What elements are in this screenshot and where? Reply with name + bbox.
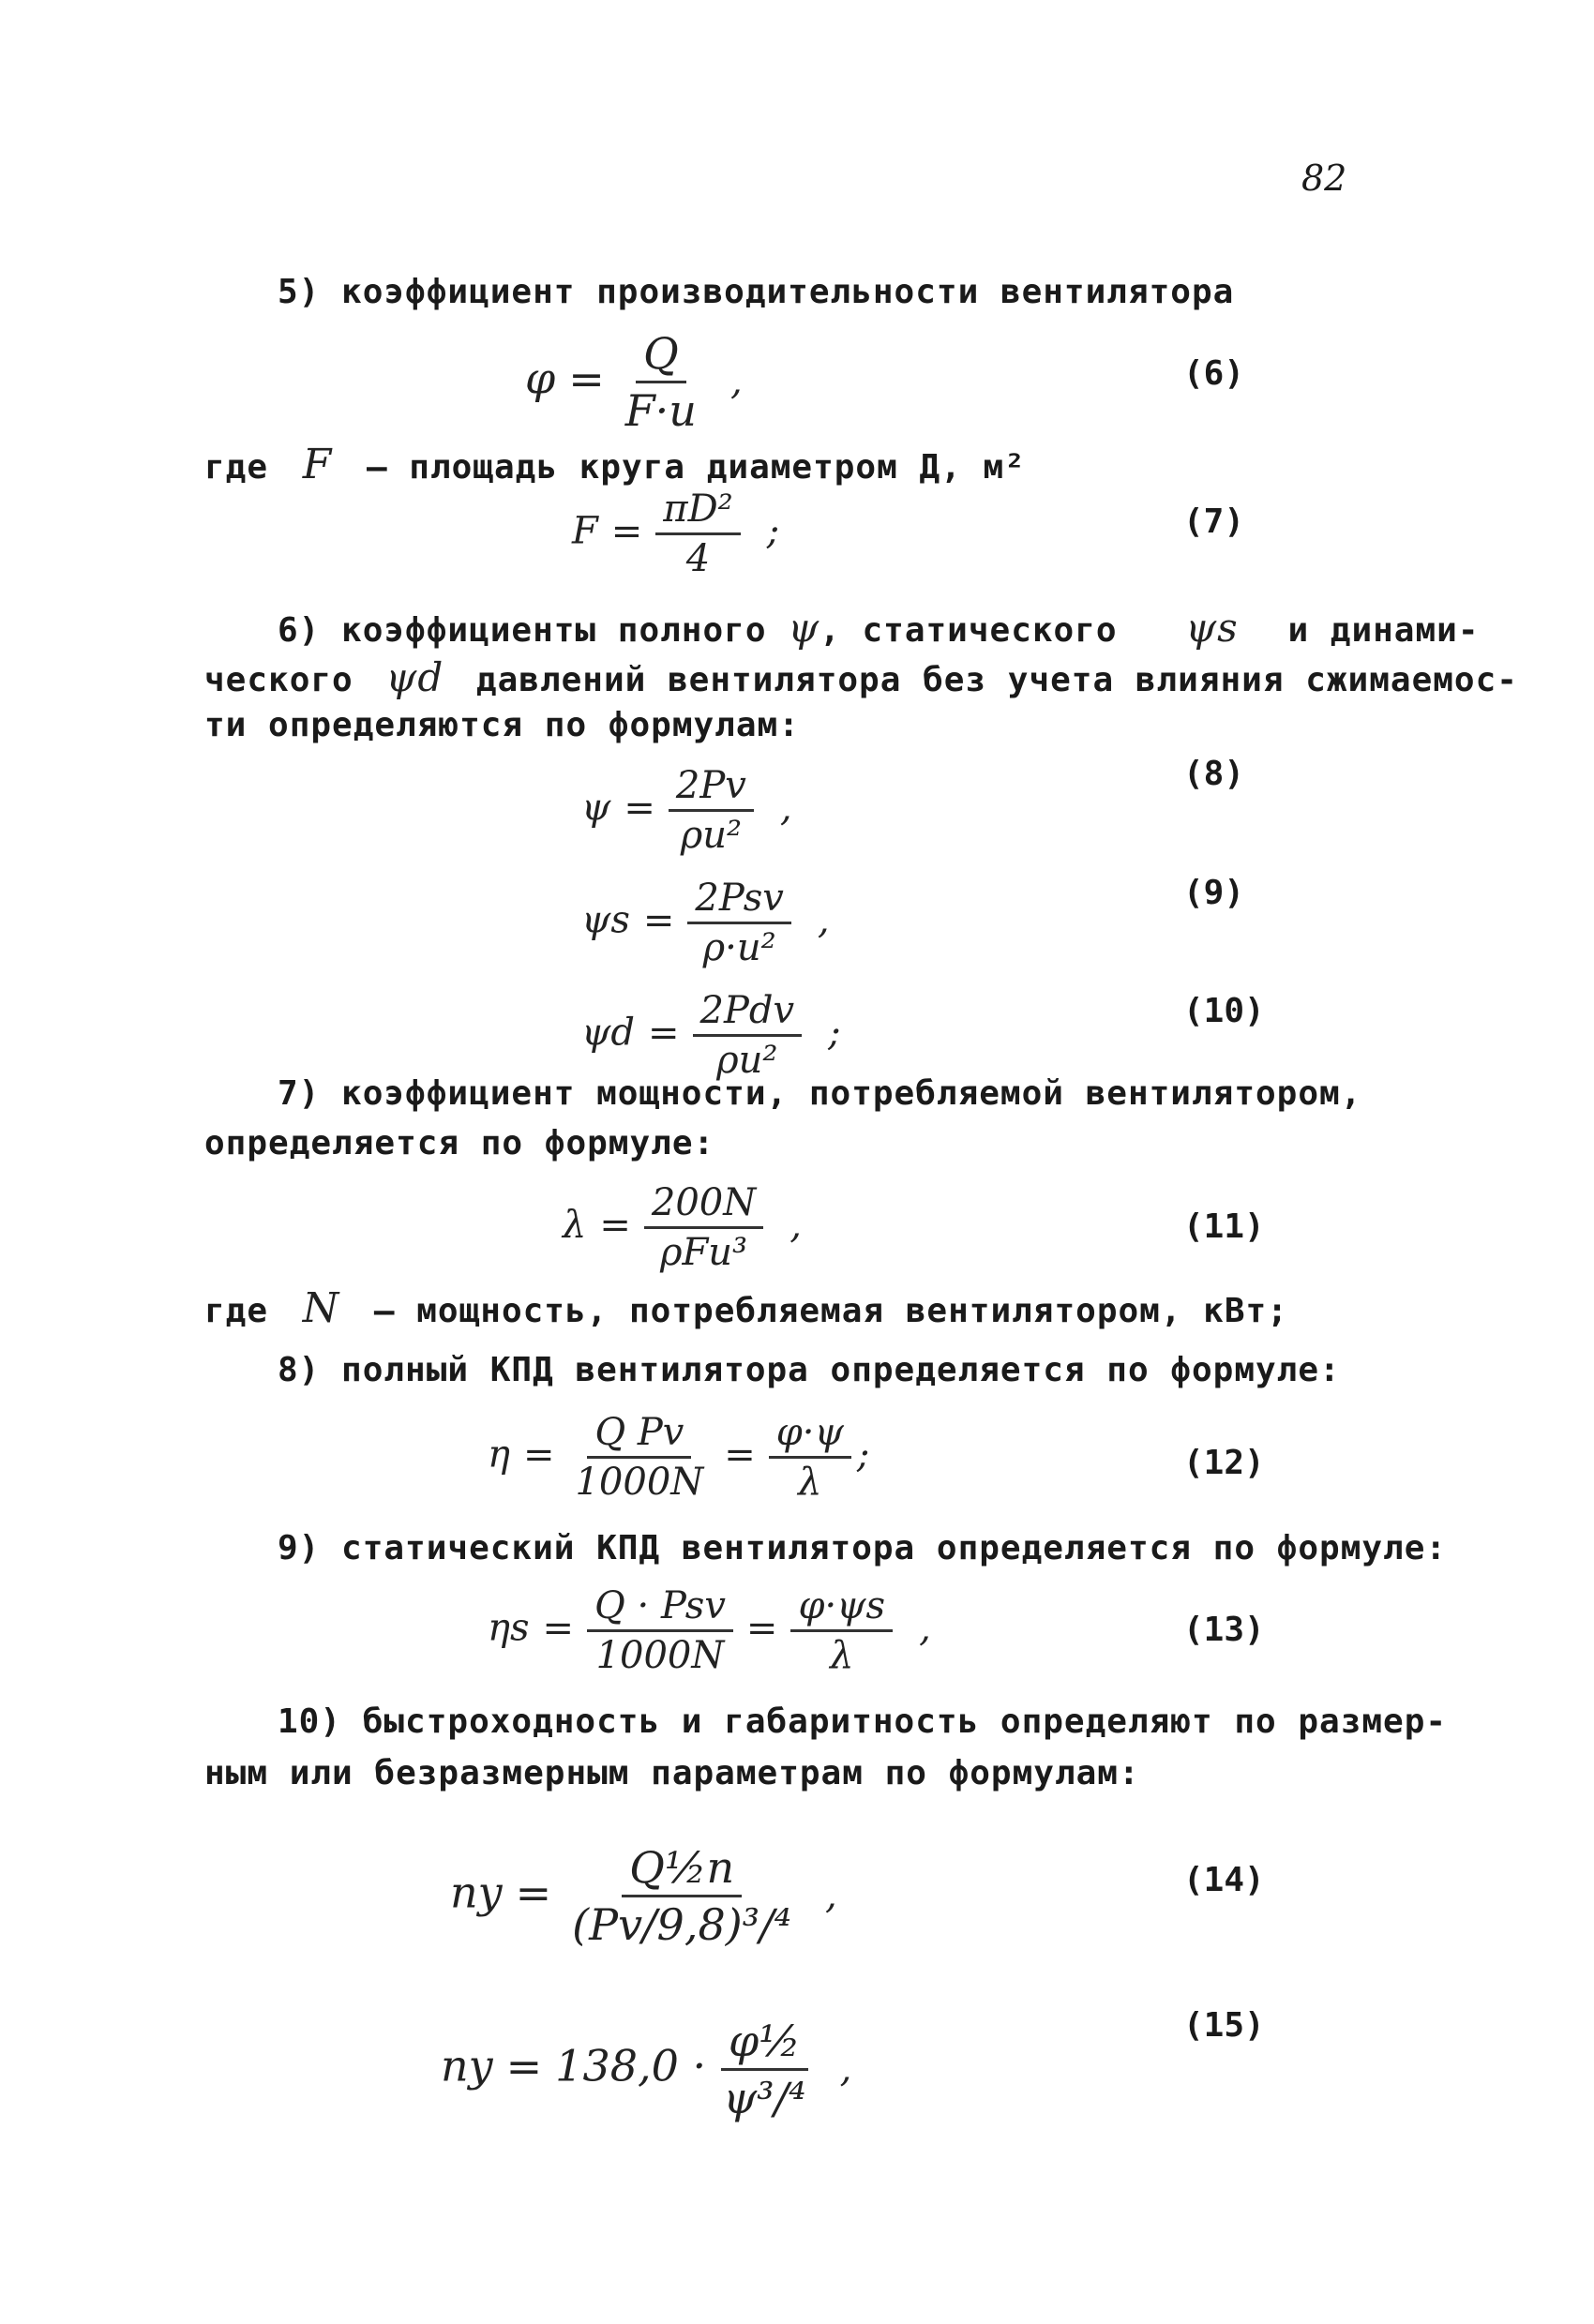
- formula-14-num: Q½n: [622, 1842, 742, 1897]
- formula-15: ny = 138,0 · $\frac{\text{φ½}}{\text{ψ³/⁴}}$ ,: [441, 2016, 852, 2123]
- formula-10-fraction: [693, 989, 803, 1082]
- item-7-line-2: определяется по формуле:: [204, 1124, 715, 1162]
- formula-11-lhs: λ: [563, 1203, 587, 1247]
- formula-13-fraction-1: [587, 1584, 733, 1677]
- formula-15-coef: 138,0 ·: [555, 2040, 707, 2092]
- where-f-symbol: F: [302, 441, 333, 488]
- formula-8-den: ρu²: [680, 814, 743, 857]
- eq-number-9: (9): [1183, 874, 1245, 912]
- formula-14-punct: ,: [825, 1873, 837, 1917]
- formula-13-lhs: ηs: [488, 1606, 530, 1650]
- formula-6: φ = $\frac{Q}{F\cdot u}$ ,: [525, 328, 743, 436]
- eq-number-10: (10): [1183, 992, 1265, 1030]
- formula-6-lhs: φ: [525, 352, 556, 404]
- formula-9-punct: ,: [817, 898, 830, 942]
- formula-11-punct: ,: [789, 1203, 802, 1247]
- formula-10: ψd = $\frac{\text{2Pdv}}{\text{ρu²}}$ ;: [581, 989, 841, 1082]
- formula-7-num: πD²: [655, 487, 740, 535]
- item-6-text-d: ческого: [204, 661, 353, 699]
- formula-13-punct: ,: [919, 1606, 931, 1650]
- formula-15-den: ψ³/⁴: [723, 2073, 806, 2123]
- formula-11-fraction: [644, 1181, 763, 1274]
- where-f-pre: где: [204, 448, 269, 487]
- eq-number-12: (12): [1183, 1444, 1265, 1482]
- formula-9: ψs = $\frac{\text{2Psv}}{\text{ρ·u²}}$ ,: [581, 877, 830, 969]
- formula-14-den: (Pv/9,8)³/⁴: [572, 1899, 792, 1950]
- formula-7-fraction: [655, 487, 740, 580]
- formula-13-num-2: φ·ψs: [790, 1584, 893, 1632]
- eq-number-8: (8): [1183, 755, 1245, 793]
- page-number: 82: [1301, 157, 1347, 199]
- formula-12-num-2: φ·ψ: [769, 1411, 851, 1459]
- eq-number-13: (13): [1183, 1611, 1265, 1649]
- formula-8-punct: ,: [779, 786, 792, 830]
- item-7-line-1: 7) коэффициент мощности, потребляемой вентилятором,: [278, 1074, 1362, 1113]
- eq-number-15: (15): [1183, 2006, 1265, 2045]
- formula-9-num: 2Psv: [687, 877, 790, 924]
- formula-13-num-1: Q · Psv: [587, 1584, 733, 1632]
- formula-6-punct: ,: [729, 359, 743, 403]
- eq-number-7: (7): [1183, 502, 1245, 541]
- formula-12-den-2: λ: [798, 1461, 822, 1504]
- item-6-text-a: 6) коэффициенты полного: [278, 611, 767, 650]
- eq-number-11: (11): [1183, 1207, 1265, 1246]
- where-n-line: [204, 1284, 1288, 1334]
- formula-13-den-2: λ: [830, 1634, 854, 1677]
- formula-6-fraction: [618, 328, 704, 436]
- item-6-line-1: [278, 605, 1480, 652]
- formula-12-den-1: 1000N: [575, 1461, 704, 1504]
- formula-8-lhs: ψ: [581, 786, 611, 830]
- item-6-text-b: , статического: [820, 611, 1118, 650]
- psi-s-symbol: ψs: [1185, 605, 1239, 651]
- item-6-text-c: и динами-: [1287, 611, 1480, 650]
- psi-symbol: ψ: [788, 605, 820, 651]
- formula-13: ηs = $\frac{\text{Q · Psv}}{1000N}$ = $\frac{\varphi\cdot\psi s}{\lambda}$ ,: [488, 1584, 931, 1677]
- formula-9-den: ρ·u²: [702, 926, 776, 969]
- formula-12-fraction-2: [769, 1411, 851, 1504]
- formula-12-num-1: Q Pv: [587, 1411, 691, 1459]
- formula-11-num: 200N: [644, 1181, 763, 1229]
- item-10-line-1: 10) быстроходность и габаритность определяют по размер-: [278, 1702, 1448, 1741]
- formula-7-punct: ;: [766, 509, 780, 553]
- where-n-post: – мощность, потребляемая вентилятором, кВт;: [373, 1292, 1288, 1330]
- formula-13-den-1: 1000N: [595, 1634, 725, 1677]
- formula-10-lhs: ψd: [581, 1011, 635, 1055]
- item-8-text: 8) полный КПД вентилятора определяется по формуле:: [278, 1351, 1341, 1389]
- item-6-line-3: ти определяются по формулам:: [204, 706, 800, 744]
- formula-6-den: F·u: [624, 385, 697, 436]
- formula-10-den: ρu²: [716, 1039, 778, 1082]
- formula-11: λ = $\frac{200N}{\text{ρFu³}}$ ,: [563, 1181, 802, 1274]
- eq-number-6: (6): [1183, 354, 1245, 393]
- formula-15-lhs: ny: [441, 2040, 493, 2092]
- where-n-symbol: N: [302, 1284, 340, 1332]
- formula-10-num: 2Pdv: [693, 989, 803, 1037]
- formula-8-fraction: [669, 764, 754, 857]
- formula-14-lhs: ny: [450, 1867, 503, 1918]
- formula-7-lhs: F: [572, 509, 598, 553]
- item-6-line-2: [204, 654, 1518, 701]
- psi-d-symbol: ψd: [385, 654, 444, 700]
- formula-15-fraction: [715, 2016, 813, 2123]
- formula-8-num: 2Pv: [669, 764, 754, 812]
- formula-12: η = $\frac{\text{Q Pv}}{1000N}$ = $\frac{\varphi\cdot\psi}{\lambda}$ ;: [488, 1411, 870, 1504]
- formula-15-punct: ,: [839, 2047, 852, 2091]
- formula-14-fraction: [564, 1842, 799, 1950]
- formula-10-punct: ;: [828, 1011, 841, 1055]
- formula-7-den: 4: [685, 537, 711, 580]
- formula-13-fraction-2: [790, 1584, 893, 1677]
- formula-14: ny = $\frac{\text{Q½n}}{\text{(Pv/9,8)³/⁴}}$ ,: [450, 1842, 837, 1950]
- item-9-text: 9) статический КПД вентилятора определяется по формуле:: [278, 1529, 1448, 1567]
- where-n-pre: где: [204, 1292, 269, 1330]
- formula-12-fraction-1: [567, 1411, 711, 1504]
- formula-15-num: φ½: [721, 2016, 808, 2071]
- where-f-post: – площадь круга диаметром Д, м²: [366, 448, 1026, 487]
- item-6-text-e: давлений вентилятора без учета влияния сжимаемос-: [475, 661, 1518, 699]
- formula-6-num: Q: [636, 328, 686, 383]
- formula-9-fraction: [687, 877, 790, 969]
- formula-9-lhs: ψs: [581, 898, 630, 942]
- eq-number-14: (14): [1183, 1861, 1265, 1899]
- formula-12-punct: ;: [856, 1432, 870, 1477]
- item-5-text: 5) коэффициент производительности вентилятора: [278, 273, 1235, 311]
- formula-11-den: ρFu³: [660, 1231, 748, 1274]
- formula-12-lhs: η: [488, 1432, 510, 1477]
- where-f-line: [204, 441, 1026, 490]
- item-10-line-2: ным или безразмерным параметрам по формулам:: [204, 1754, 1140, 1792]
- formula-8: ψ = $\frac{2Pv}{\text{ρu²}}$ ,: [581, 764, 792, 857]
- formula-7: F = $\frac{\text{πD²}}{4}$ ;: [572, 487, 780, 580]
